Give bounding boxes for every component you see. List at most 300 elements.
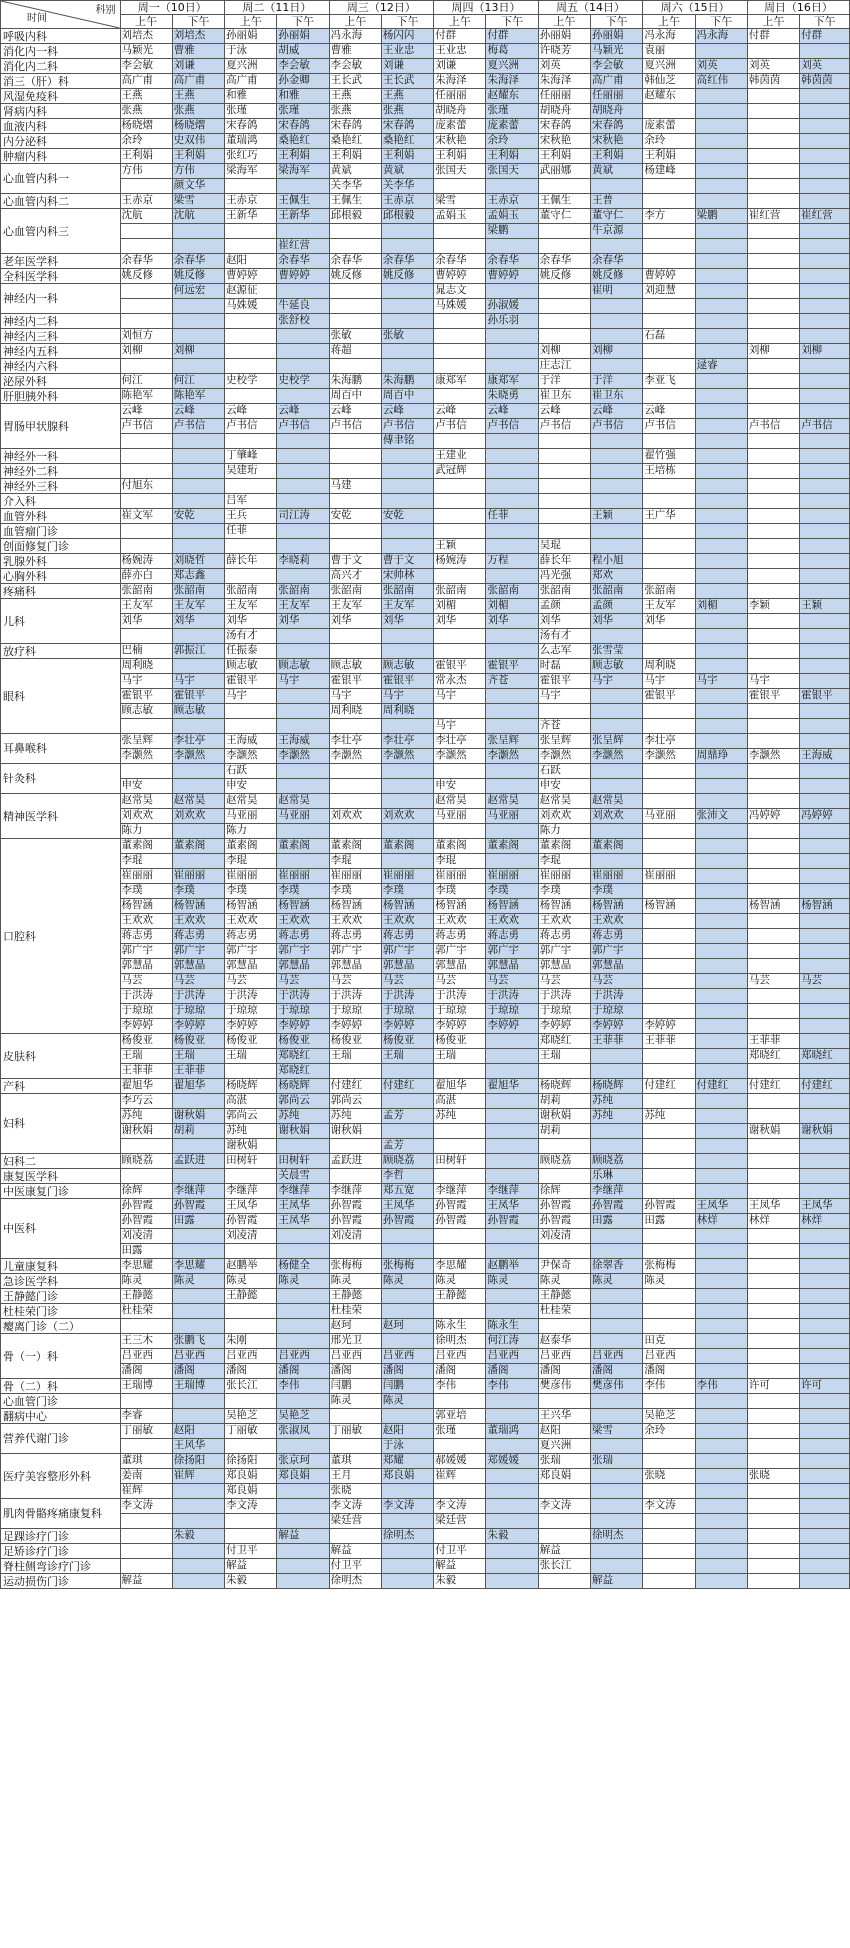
pm-doctor-cell (591, 449, 643, 464)
am-doctor-cell: 陈力 (538, 824, 590, 839)
am-doctor-cell: 翟竹强 (643, 449, 695, 464)
am-doctor-cell (747, 719, 799, 734)
pm-doctor-cell (277, 569, 329, 584)
pm-doctor-cell (800, 374, 850, 389)
pm-doctor-cell: 任丽丽 (591, 89, 643, 104)
pm-doctor-cell (695, 1334, 747, 1349)
am-doctor-cell: 赵常昊 (120, 794, 172, 809)
pm-doctor-cell: 邱根毅 (381, 209, 433, 224)
pm-doctor-cell: 马宇 (277, 674, 329, 689)
pm-doctor-cell: 孙智霞 (486, 1214, 538, 1229)
am-doctor-cell: 陈力 (225, 824, 277, 839)
pm-doctor-cell: 张燕 (381, 104, 433, 119)
pm-doctor-cell (277, 719, 329, 734)
pm-doctor-cell: 郭广宇 (381, 944, 433, 959)
pm-doctor-cell (800, 1574, 850, 1589)
pm-doctor-cell: 司江涛 (277, 509, 329, 524)
am-doctor-cell: 许晓芳 (538, 44, 590, 59)
pm-doctor-cell (591, 1139, 643, 1154)
am-doctor-cell: 苏纯 (120, 1109, 172, 1124)
pm-doctor-cell: 朱海泽 (486, 74, 538, 89)
am-doctor-cell (434, 1529, 486, 1544)
am-doctor-cell: 姚反修 (329, 269, 381, 284)
am-doctor-cell (643, 1169, 695, 1184)
am-doctor-cell: 杨晓辉 (538, 1079, 590, 1094)
am-doctor-cell (329, 284, 381, 299)
am-doctor-cell (643, 299, 695, 314)
pm-doctor-cell: 付群 (800, 29, 850, 44)
am-doctor-cell: 朱海鹏 (329, 374, 381, 389)
pm-doctor-cell: 孙乐羽 (486, 314, 538, 329)
am-doctor-cell (747, 44, 799, 59)
am-doctor-cell: 潘阁 (329, 1364, 381, 1379)
pm-doctor-cell: 于琼琼 (486, 1004, 538, 1019)
pm-doctor-cell: 徐明杰 (381, 1529, 433, 1544)
am-doctor-cell (747, 629, 799, 644)
pm-doctor-cell: 高红伟 (695, 74, 747, 89)
pm-doctor-cell: 赵阳 (381, 1424, 433, 1439)
am-doctor-cell: 苏纯 (225, 1124, 277, 1139)
am-doctor-cell: 杨智涵 (538, 899, 590, 914)
pm-doctor-cell (800, 134, 850, 149)
pm-doctor-cell: 蒋志勇 (591, 929, 643, 944)
am-doctor-cell (434, 179, 486, 194)
am-doctor-cell: 杨俊亚 (434, 1034, 486, 1049)
schedule-row (1, 839, 850, 854)
am-doctor-cell (747, 1139, 799, 1154)
pm-doctor-cell (486, 1304, 538, 1319)
am-doctor-cell (643, 1484, 695, 1499)
am-doctor-cell: 陈永生 (434, 1319, 486, 1334)
am-doctor-cell: 方伟 (120, 164, 172, 179)
am-doctor-cell (120, 239, 172, 254)
am-doctor-cell: 卢书信 (120, 419, 172, 434)
pm-doctor-cell (172, 1544, 224, 1559)
pm-doctor-cell: 谢秋娟 (277, 1124, 329, 1139)
am-doctor-cell: 杨智涵 (434, 899, 486, 914)
pm-doctor-cell (486, 704, 538, 719)
pm-doctor-cell (800, 944, 850, 959)
am-doctor-cell: 梁廷营 (434, 1514, 486, 1529)
am-doctor-cell (747, 1154, 799, 1169)
schedule-row (1, 524, 850, 539)
am-doctor-cell: 曹雅 (329, 44, 381, 59)
pm-doctor-cell (486, 239, 538, 254)
am-doctor-cell: 王瑞 (329, 1049, 381, 1064)
pm-doctor-cell: 张沛文 (695, 809, 747, 824)
pm-doctor-cell: 顾志敏 (277, 659, 329, 674)
pm-doctor-cell: 杨晓辉 (591, 1079, 643, 1094)
department-name: 老年医学科 (1, 254, 121, 269)
department-name: 心胸外科 (1, 569, 121, 584)
am-doctor-cell: 余春华 (538, 254, 590, 269)
am-doctor-cell: 郭广宇 (434, 944, 486, 959)
am-doctor-cell (225, 1064, 277, 1079)
am-doctor-cell: 郝媛媛 (434, 1454, 486, 1469)
pm-doctor-cell: 张呈辉 (486, 734, 538, 749)
am-doctor-cell: 杜桂荣 (120, 1304, 172, 1319)
am-doctor-cell: 王瑞 (538, 1049, 590, 1064)
pm-doctor-cell: 王欢欢 (591, 914, 643, 929)
am-doctor-cell: 李亚飞 (643, 374, 695, 389)
pm-doctor-cell (695, 794, 747, 809)
pm-doctor-cell: 李继萍 (591, 1184, 643, 1199)
schedule-row (1, 1004, 850, 1019)
am-doctor-cell: 崔丽丽 (225, 869, 277, 884)
am-doctor-cell: 赵源征 (225, 284, 277, 299)
am-doctor-cell (434, 764, 486, 779)
am-doctor-cell (643, 194, 695, 209)
pm-doctor-cell: 杨智涵 (591, 899, 643, 914)
am-doctor-cell (120, 299, 172, 314)
am-doctor-cell: 刘柳 (747, 344, 799, 359)
am-doctor-cell (747, 434, 799, 449)
department-name: 神经内一科 (1, 284, 121, 314)
schedule-row (1, 569, 850, 584)
pm-doctor-cell: 董素阁 (277, 839, 329, 854)
am-doctor-cell (747, 929, 799, 944)
pm-doctor-cell (486, 179, 538, 194)
am-doctor-cell (747, 1574, 799, 1589)
am-doctor-cell: 石跃 (538, 764, 590, 779)
am-doctor-cell (643, 1064, 695, 1079)
pm-doctor-cell (277, 494, 329, 509)
pm-doctor-cell: 马宇 (381, 689, 433, 704)
am-doctor-cell (225, 569, 277, 584)
pm-doctor-cell (277, 329, 329, 344)
am-doctor-cell (747, 494, 799, 509)
am-doctor-cell: 于洪涛 (225, 989, 277, 1004)
am-doctor-cell: 胡晓舟 (434, 104, 486, 119)
am-doctor-cell: 关李华 (329, 179, 381, 194)
pm-doctor-cell (172, 1229, 224, 1244)
pm-doctor-cell: 宋帅林 (381, 569, 433, 584)
am-header: 上午 (225, 15, 277, 29)
am-doctor-cell: 刘欢欢 (120, 809, 172, 824)
am-doctor-cell: 丁丽敏 (225, 1424, 277, 1439)
am-doctor-cell: 霍银平 (329, 674, 381, 689)
am-doctor-cell (747, 269, 799, 284)
pm-doctor-cell: 王欢欢 (172, 914, 224, 929)
pm-doctor-cell (486, 1094, 538, 1109)
pm-doctor-cell: 杨晓熠 (172, 119, 224, 134)
am-doctor-cell: 胡晓舟 (538, 104, 590, 119)
pm-doctor-cell: 王友军 (172, 599, 224, 614)
pm-doctor-cell: 付建红 (800, 1079, 850, 1094)
pm-doctor-cell (800, 449, 850, 464)
am-doctor-cell: 刘凌清 (538, 1229, 590, 1244)
am-doctor-cell: 何江 (120, 374, 172, 389)
am-doctor-cell: 刘英 (747, 59, 799, 74)
am-doctor-cell: 付建红 (329, 1079, 381, 1094)
pm-doctor-cell: 郭慧晶 (172, 959, 224, 974)
day-header: 周五（14日） (538, 1, 643, 15)
pm-doctor-cell: 周百中 (381, 389, 433, 404)
pm-doctor-cell (591, 689, 643, 704)
department-name: 肌肉骨骼疼痛康复科 (1, 1499, 121, 1529)
pm-doctor-cell (800, 1034, 850, 1049)
pm-doctor-cell: 孙智霞 (591, 1199, 643, 1214)
pm-doctor-cell: 付群 (486, 29, 538, 44)
pm-doctor-cell: 曹于文 (381, 554, 433, 569)
am-doctor-cell (434, 629, 486, 644)
pm-doctor-cell (172, 1094, 224, 1109)
schedule-row (1, 314, 850, 329)
pm-doctor-cell (591, 1064, 643, 1079)
pm-doctor-cell (695, 344, 747, 359)
pm-doctor-cell: 杨健全 (277, 1259, 329, 1274)
schedule-row (1, 1154, 850, 1169)
department-name: 足踝诊疗门诊 (1, 1529, 121, 1544)
am-doctor-cell: 崔丽丽 (538, 869, 590, 884)
am-doctor-cell: 康郑军 (434, 374, 486, 389)
pm-doctor-cell: 王利娟 (277, 149, 329, 164)
am-doctor-cell: 王欢欢 (329, 914, 381, 929)
am-doctor-cell: 潘阁 (434, 1364, 486, 1379)
pm-doctor-cell: 谢秋娟 (172, 1109, 224, 1124)
am-doctor-cell: 谢秋娟 (329, 1124, 381, 1139)
am-doctor-cell: 王瑞 (225, 1049, 277, 1064)
pm-doctor-cell (591, 1514, 643, 1529)
am-doctor-cell: 尹保奇 (538, 1259, 590, 1274)
pm-doctor-cell: 崔明 (591, 284, 643, 299)
am-doctor-cell (434, 1064, 486, 1079)
schedule-row (1, 914, 850, 929)
pm-doctor-cell: 陈灵 (381, 1274, 433, 1289)
am-doctor-cell: 闫鹏 (329, 1379, 381, 1394)
pm-doctor-cell: 梁雪 (591, 1424, 643, 1439)
pm-doctor-cell (695, 914, 747, 929)
pm-doctor-cell: 云峰 (381, 404, 433, 419)
am-doctor-cell: 解益 (225, 1559, 277, 1574)
am-doctor-cell: 刘恒方 (120, 329, 172, 344)
pm-doctor-cell: 马亚丽 (486, 809, 538, 824)
pm-doctor-cell (486, 689, 538, 704)
am-doctor-cell: 宋秋艳 (538, 134, 590, 149)
am-doctor-cell: 姚反修 (538, 269, 590, 284)
pm-doctor-cell (800, 584, 850, 599)
pm-doctor-cell: 沈航 (172, 209, 224, 224)
pm-doctor-cell (800, 794, 850, 809)
pm-doctor-cell (800, 1424, 850, 1439)
am-doctor-cell (643, 884, 695, 899)
pm-doctor-cell (591, 1484, 643, 1499)
pm-doctor-cell: 云峰 (591, 404, 643, 419)
pm-doctor-cell: 张梅梅 (381, 1259, 433, 1274)
schedule-row (1, 1049, 850, 1064)
am-doctor-cell: 周利晓 (329, 704, 381, 719)
am-doctor-cell (329, 1169, 381, 1184)
am-doctor-cell (747, 1289, 799, 1304)
pm-doctor-cell (695, 1004, 747, 1019)
pm-doctor-cell: 曹婷婷 (277, 269, 329, 284)
department-name: 肝胆胰外科 (1, 389, 121, 404)
am-doctor-cell (329, 434, 381, 449)
pm-doctor-cell (381, 1334, 433, 1349)
pm-doctor-cell (381, 854, 433, 869)
am-doctor-cell: 陈灵 (329, 1394, 381, 1409)
am-doctor-cell: 李壮亭 (434, 734, 486, 749)
pm-doctor-cell: 马颖光 (591, 44, 643, 59)
pm-doctor-cell: 王新华 (277, 209, 329, 224)
am-doctor-cell (747, 1349, 799, 1364)
pm-doctor-cell (695, 1454, 747, 1469)
pm-doctor-cell (695, 119, 747, 134)
pm-doctor-cell (800, 884, 850, 899)
am-doctor-cell: 冯永海 (329, 29, 381, 44)
schedule-row (1, 44, 850, 59)
department-name: 消化内一科 (1, 44, 121, 59)
am-doctor-cell (643, 359, 695, 374)
pm-doctor-cell: 王凤华 (277, 1199, 329, 1214)
pm-doctor-cell: 孟芳 (381, 1109, 433, 1124)
pm-doctor-cell: 郑媛媛 (486, 1454, 538, 1469)
pm-doctor-cell (695, 644, 747, 659)
am-doctor-cell: 李璞 (225, 884, 277, 899)
am-doctor-cell: 丁肇峰 (225, 449, 277, 464)
am-doctor-cell: 王欢欢 (120, 914, 172, 929)
department-name: 营养代谢门诊 (1, 1424, 121, 1454)
am-doctor-cell (329, 449, 381, 464)
am-doctor-cell (538, 239, 590, 254)
pm-doctor-cell: 董素阁 (381, 839, 433, 854)
pm-doctor-cell (695, 974, 747, 989)
am-doctor-cell: 孟跃进 (329, 1154, 381, 1169)
am-doctor-cell: 田露 (120, 1244, 172, 1259)
department-name: 心血管内科三 (1, 209, 121, 254)
pm-doctor-cell (381, 524, 433, 539)
pm-doctor-cell: 杨俊亚 (172, 1034, 224, 1049)
am-doctor-cell (434, 479, 486, 494)
am-doctor-cell: 蒋超 (329, 344, 381, 359)
am-doctor-cell (747, 1304, 799, 1319)
day-header: 周六（15日） (643, 1, 748, 15)
pm-doctor-cell: 王长武 (381, 74, 433, 89)
am-doctor-cell (643, 1004, 695, 1019)
am-doctor-cell: 杨智涵 (747, 899, 799, 914)
pm-doctor-cell (486, 854, 538, 869)
pm-doctor-cell (172, 1394, 224, 1409)
am-doctor-cell: 王菲菲 (120, 1064, 172, 1079)
am-doctor-cell: 刘柳 (538, 344, 590, 359)
pm-doctor-cell (486, 1244, 538, 1259)
pm-doctor-cell: 刘谦 (381, 59, 433, 74)
schedule-row (1, 449, 850, 464)
schedule-row (1, 1484, 850, 1499)
pm-doctor-cell: 卢书信 (381, 419, 433, 434)
pm-doctor-cell: 夏兴洲 (486, 59, 538, 74)
am-doctor-cell (747, 1394, 799, 1409)
am-doctor-cell: 杨俊亚 (120, 1034, 172, 1049)
pm-doctor-cell (800, 1469, 850, 1484)
pm-doctor-cell (800, 194, 850, 209)
pm-doctor-cell (381, 449, 433, 464)
pm-doctor-cell (381, 344, 433, 359)
am-doctor-cell: 李灏然 (329, 749, 381, 764)
pm-doctor-cell: 李婷婷 (277, 1019, 329, 1034)
pm-doctor-cell (695, 614, 747, 629)
pm-doctor-cell (800, 404, 850, 419)
pm-doctor-cell: 张韶南 (277, 584, 329, 599)
pm-doctor-cell: 王友军 (277, 599, 329, 614)
pm-doctor-cell: 张国天 (486, 164, 538, 179)
schedule-row (1, 389, 850, 404)
pm-doctor-cell (172, 464, 224, 479)
am-doctor-cell (643, 929, 695, 944)
am-doctor-cell: 吴艳芝 (225, 1409, 277, 1424)
am-doctor-cell: 刘凌清 (120, 1229, 172, 1244)
pm-doctor-cell: 陈灵 (591, 1274, 643, 1289)
pm-doctor-cell (381, 1544, 433, 1559)
am-doctor-cell: 沈航 (120, 209, 172, 224)
am-doctor-cell: 庄志江 (538, 359, 590, 374)
schedule-row (1, 1139, 850, 1154)
am-doctor-cell: 杨智涵 (225, 899, 277, 914)
am-doctor-cell: 杨智涵 (120, 899, 172, 914)
am-doctor-cell (747, 284, 799, 299)
pm-doctor-cell: 李继萍 (486, 1184, 538, 1199)
department-name: 产科 (1, 1079, 121, 1094)
am-doctor-cell: 霍银平 (538, 674, 590, 689)
am-doctor-cell: 杨智涵 (329, 899, 381, 914)
pm-doctor-cell: 黄斌 (381, 164, 433, 179)
am-doctor-cell: 刘华 (643, 614, 695, 629)
am-doctor-cell: 刘欢欢 (538, 809, 590, 824)
am-doctor-cell: 李婷婷 (538, 1019, 590, 1034)
am-doctor-cell: 顾志敏 (329, 659, 381, 674)
am-doctor-cell: 张长江 (225, 1379, 277, 1394)
pm-doctor-cell: 解益 (277, 1529, 329, 1544)
am-doctor-cell: 蒋志勇 (120, 929, 172, 944)
am-doctor-cell: 张晓 (643, 1469, 695, 1484)
am-doctor-cell: 李琨 (434, 854, 486, 869)
pm-doctor-cell: 陈永生 (486, 1319, 538, 1334)
pm-doctor-cell: 李文涛 (381, 1499, 433, 1514)
pm-doctor-cell (277, 1319, 329, 1334)
am-doctor-cell: 于琼琼 (434, 1004, 486, 1019)
pm-doctor-cell (695, 449, 747, 464)
pm-doctor-cell: 孟颜 (591, 599, 643, 614)
am-doctor-cell: 李颖 (747, 599, 799, 614)
corner-time-label: 时间 (27, 13, 47, 24)
pm-doctor-cell (800, 869, 850, 884)
pm-doctor-cell (800, 104, 850, 119)
day-header: 周日（16日） (747, 1, 849, 15)
pm-doctor-cell: 余春华 (277, 254, 329, 269)
am-doctor-cell: 余春华 (329, 254, 381, 269)
am-doctor-cell: 刘华 (538, 614, 590, 629)
am-doctor-cell: 蒋志勇 (538, 929, 590, 944)
pm-doctor-cell (277, 479, 329, 494)
pm-doctor-cell (800, 554, 850, 569)
am-doctor-cell: 刘华 (225, 614, 277, 629)
pm-doctor-cell: 马宇 (591, 674, 643, 689)
am-doctor-cell (643, 914, 695, 929)
pm-doctor-cell (695, 299, 747, 314)
pm-doctor-cell (172, 299, 224, 314)
am-doctor-cell (747, 239, 799, 254)
am-doctor-cell: 李灏然 (643, 749, 695, 764)
am-doctor-cell: 李会敏 (329, 59, 381, 74)
pm-header: 下午 (695, 15, 747, 29)
am-doctor-cell (643, 524, 695, 539)
pm-doctor-cell: 苏纯 (591, 1094, 643, 1109)
pm-doctor-cell (381, 299, 433, 314)
am-doctor-cell (747, 1439, 799, 1454)
am-doctor-cell: 张晓 (329, 1484, 381, 1499)
am-doctor-cell (747, 959, 799, 974)
pm-doctor-cell: 李灏然 (381, 749, 433, 764)
